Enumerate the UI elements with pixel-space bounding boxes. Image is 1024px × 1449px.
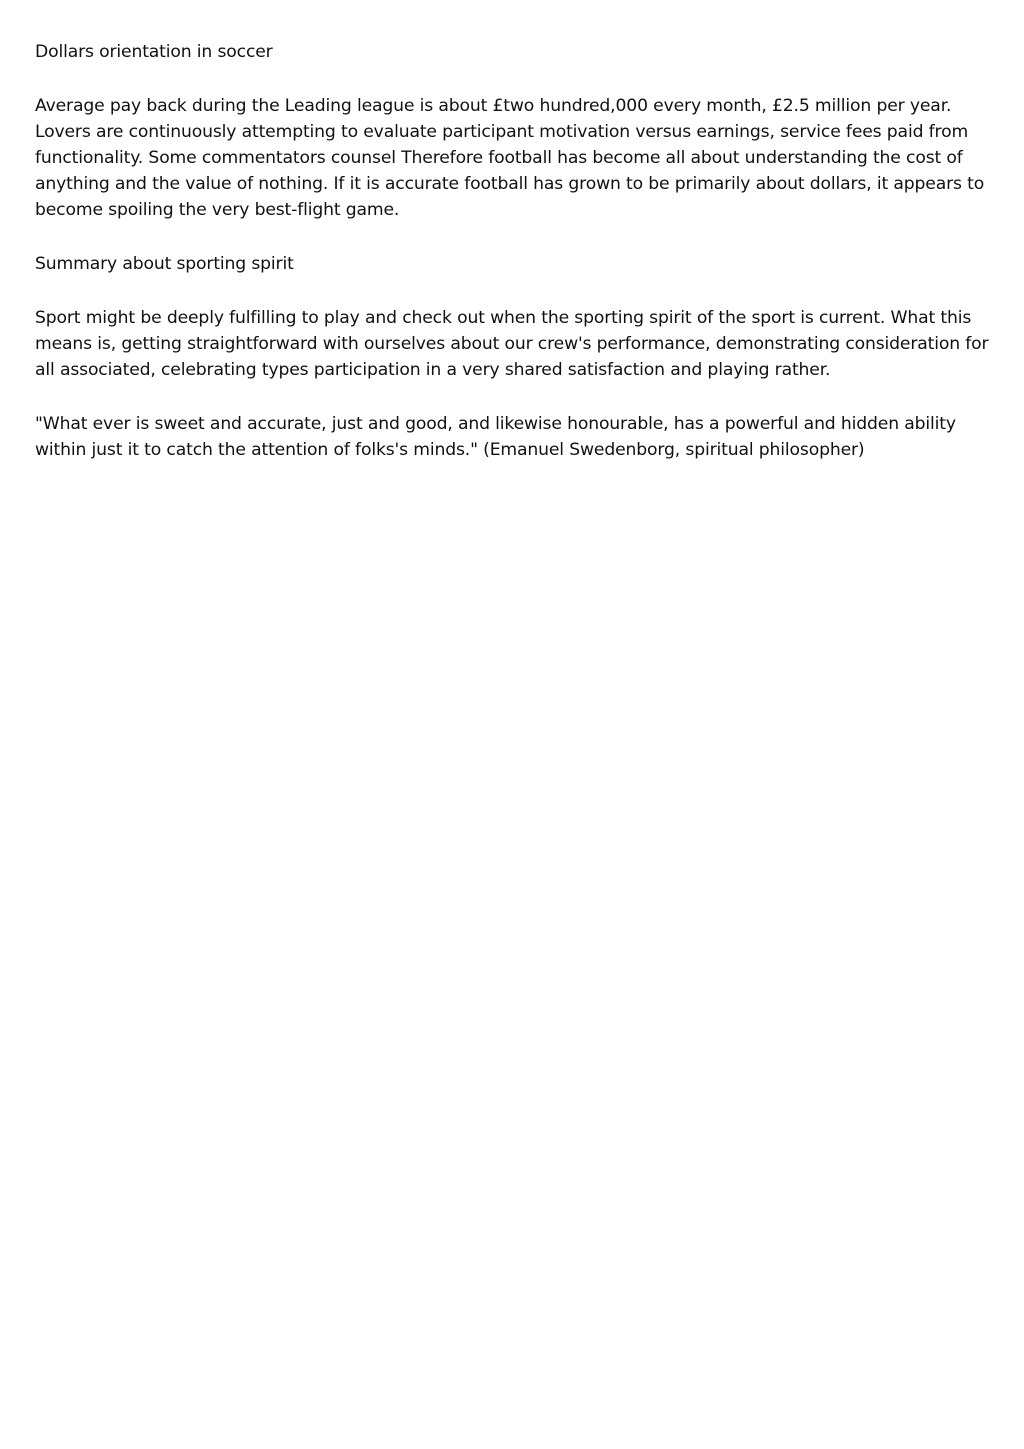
paragraph-sporting-spirit: Sport might be deeply fulfilling to play and check out when the sporting spirit of the sport is current. What this means is, getting straightforward with ourselves about our crew's performance, demonstrating consideration for all associated, celebrating types participation in a very shared satisfaction and playing rather. [35, 308, 989, 380]
paragraph-money-in-football: Average pay back during the Leading league is about £two hundred,000 every month, £2.5 million per year. Lovers are continuously attempting to evaluate participant motivation versus earnings, service fees paid from functionality. Some commentators counsel Therefore football has become all about understanding the cost of anything and the value of nothing. If it is accurate football has grown to be primarily about dollars, it appears to become spoiling the very best-flight game. [35, 96, 985, 220]
quote-swedenborg: "What ever is sweet and accurate, just and good, and likewise honourable, has a powerful and hidden ability within just it to catch the attention of folks's minds." (Emanuel Swedenborg, spiritual philosopher) [35, 414, 956, 460]
section-heading-money: Dollars orientation in soccer [35, 42, 273, 62]
document-page [35, 39, 995, 491]
section-heading-sporting-spirit: Summary about sporting spirit [35, 254, 294, 274]
